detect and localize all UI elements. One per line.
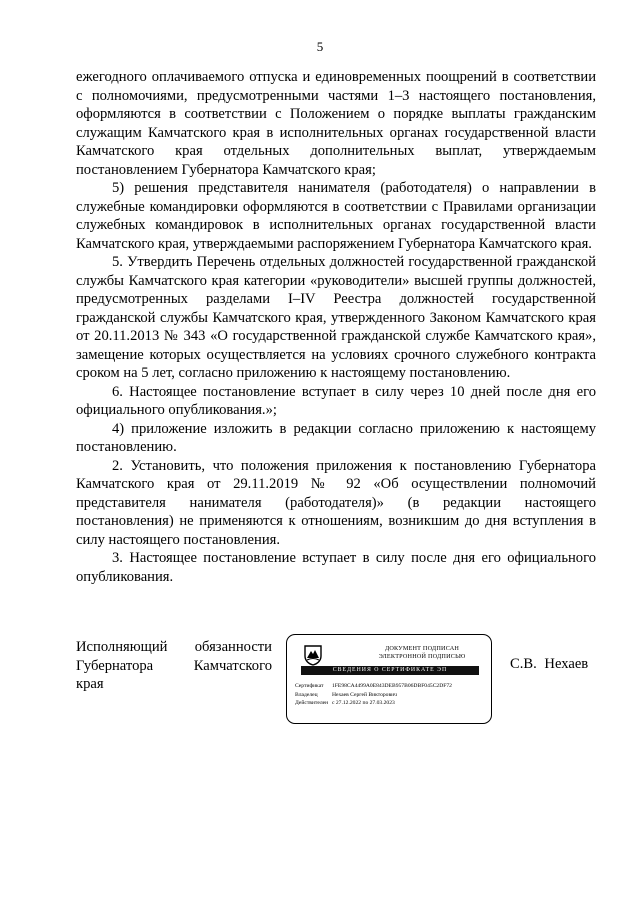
stamp-row-value: с 27.12.2022 по 27.03.2023 xyxy=(332,700,395,707)
stamp-row-value: Нехаев Сергей Викторович xyxy=(332,691,397,698)
paragraph: 4) приложение изложить в редакции согласно приложению к настоящему постановлению. xyxy=(76,420,596,455)
stamp-certificate-header: СВЕДЕНИЯ О СЕРТИФИКАТЕ ЭП xyxy=(301,666,479,675)
paragraph: 5) решения представителя нанимателя (работодателя) о направлении в служебные командировки оформляются в соответствии с Правилами организации служебных командировок в исполнительных органах государственной власти Камчатского края, утверждаемыми распоряжением Губернатора Камчатского края. xyxy=(76,180,596,252)
stamp-row-value: 1FE98CA4499A0E843DEB957B06DBF045C2DF72 xyxy=(332,683,452,689)
paragraph: ежегодного оплачиваемого отпуска и единовременных поощрений в соответствии с полномочиями, предусмотренными частями 1–3 настоящего постановления, оформляются в соответствии с Положением о порядке выплаты гражданским служащим Камчатского края в исполнительных органах государственной власти Камчатского края отдельных дополнительных выплат, утверждаемым постановлением Губернатора Камчатского края; xyxy=(76,69,596,178)
coat-of-arms-icon xyxy=(303,644,323,666)
page-number: 5 xyxy=(316,39,324,54)
stamp-title-line: ЭЛЕКТРОННОЙ ПОДПИСЬЮ xyxy=(378,652,466,660)
signer-title xyxy=(76,638,272,694)
signer-title-line: Исполняющий обязанности xyxy=(76,639,272,655)
paragraph: 2. Установить, что положения приложения к постановлению Губернатора Камчатского края от 29.11.2019 № 92 «Об осуществлении полномочий представителя нанимателя (работодателя)» (в редакции настоящего постановления) не применяются к отношениям, возникшим до дня вступления в силу настоящего постановления. xyxy=(76,457,596,548)
stamp-title xyxy=(367,645,477,660)
paragraph: 6. Настоящее постановление вступает в силу через 10 дней после дня его официального опубликования.»; xyxy=(76,383,596,418)
stamp-row-label: Владелец xyxy=(295,691,318,698)
signer-name: С.В. Нехаев xyxy=(510,656,589,672)
stamp-row-label: Сертификат xyxy=(295,683,324,689)
paragraph: 5. Утвердить Перечень отдельных должностей государственной гражданской службы Камчатского края категории «руководители» высшей группы должностей, предусмотренных разделами I–IV Реестра должностей государственной гражданской службы Камчатского края, утвержденного Законом Камчатского края от 20.11.2013 № 343 «О государственной гражданской службе Камчатского края», замещение которых осуществляется на условиях срочного служебного контракта сроком на 5 лет, согласно приложению к настоящему постановлению. xyxy=(76,254,596,381)
stamp-certificate-details xyxy=(295,682,452,708)
signer-title-line: края xyxy=(76,676,104,692)
signer-title-line: Губернатора Камчатского xyxy=(76,657,272,674)
paragraph: 3. Настоящее постановление вступает в силу после дня его официального опубликования. xyxy=(76,550,596,585)
document-body xyxy=(76,68,596,586)
stamp-title-line: ДОКУМЕНТ ПОДПИСАН xyxy=(384,645,460,652)
stamp-row-label: Действителен xyxy=(295,700,329,707)
electronic-signature-stamp xyxy=(286,634,492,724)
stamp-row xyxy=(295,682,452,691)
stamp-row xyxy=(295,699,452,708)
stamp-row xyxy=(295,691,452,700)
